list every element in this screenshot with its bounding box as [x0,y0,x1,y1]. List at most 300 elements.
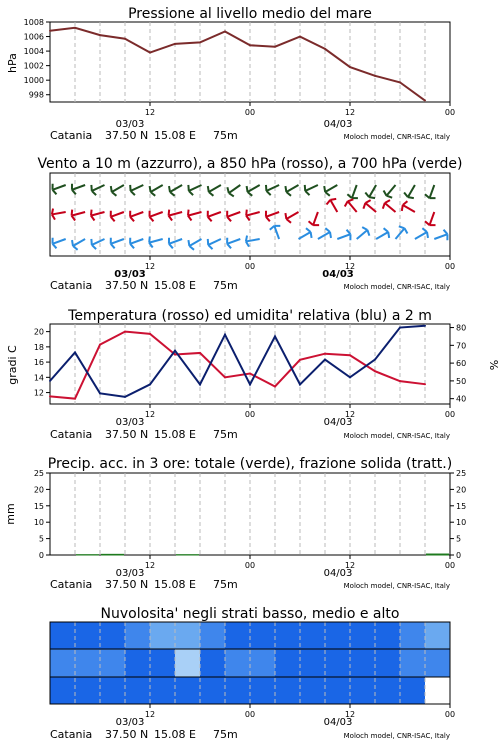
barb-feather [246,241,249,246]
precipitation-bar [426,554,449,556]
humidity-point [374,359,376,361]
x-tick-label: 00 [244,561,256,570]
cloud-cell-high [400,622,426,649]
pressure-point [399,81,401,83]
cloud-cell-low [300,677,326,704]
x-tick-label: 00 [444,410,456,419]
barb-feather [112,192,117,196]
humidity-point [424,325,426,327]
pressure-point [174,43,176,45]
temperature-date-2: 04/03 [323,417,353,428]
wind-barb-700hpa [227,185,240,196]
barb-shaft [150,212,163,217]
barb-feather [130,217,134,222]
footer-location: Catania [50,578,93,591]
barb-feather [306,228,311,232]
x-tick-label: 12 [144,108,156,117]
barb-shaft [229,185,240,193]
barb-feather [345,201,348,206]
barb-shaft [92,239,105,245]
cloud-cell-low [325,677,351,704]
x-tick-label: 12 [344,410,356,419]
barb-feather [246,210,247,216]
cloud-cell-mid [175,649,201,677]
barb-feather [425,194,430,198]
footer-location: Catania [50,279,93,292]
y-tick-label: 1002 [23,61,44,71]
cloud-cell-low [125,677,151,704]
humidity-point [299,383,301,385]
barb-feather [227,244,231,249]
y-tick-label: 10 [33,518,44,528]
barb-feather [309,221,314,225]
footer-elevation: 75m [213,428,238,441]
barb-shaft [430,185,435,198]
barb-feather [246,216,250,221]
barb-feather [362,227,367,230]
pressure-point [274,46,276,48]
wind-barb-700hpa [365,185,376,198]
cloud-cell-mid [250,649,276,677]
barb-shaft [53,185,66,190]
y-tick-label: 25 [456,469,467,478]
barb-shaft [169,239,182,244]
cloud-cell-low [200,677,226,704]
barb-feather [169,186,170,192]
footer-elevation: 75m [213,279,238,292]
wind-barb-700hpa [130,185,143,195]
wind-barb-700hpa [266,185,279,195]
wind-barb-700hpa [285,185,298,196]
footer-lat: 37.50 N [105,578,149,591]
wind-title: Vento a 10 m (azzurro), a 850 hPa (rosso), a 700 hPa (verde) [37,156,463,172]
wind-date-1: 03/03 [114,269,146,280]
barb-shaft [130,212,143,217]
pressure-point [299,36,301,38]
wind-barb-10m [357,227,370,239]
y-tick-label: 5 [456,534,462,544]
footer-lon: 15.08 E [154,428,196,441]
humidity-point [324,359,326,361]
wind-barb-10m [149,237,163,248]
temperature-point [399,380,401,382]
barb-feather [427,232,428,238]
barb-feather [91,216,95,221]
barb-shaft [318,232,330,239]
wind-date-2: 04/03 [322,269,354,280]
x-tick-label: 12 [144,262,156,271]
precipitation-plot-frame [50,473,450,555]
wind-barb-850hpa [309,212,320,225]
temperature-point [174,353,176,355]
barb-shaft [111,239,124,244]
footer-lon: 15.08 E [154,279,196,292]
barb-shaft [266,212,279,217]
wind-barb-10m [396,226,408,239]
wind-barb-850hpa [208,211,221,222]
x-tick-label: 00 [444,710,456,719]
wind-barb-10m [111,238,124,249]
y-tick-label: 16 [33,358,44,368]
barb-feather [72,240,73,246]
wind-barb-700hpa [169,185,182,196]
x-tick-label: 12 [144,410,156,419]
cloud-cell-low [375,677,401,704]
humidity-point [274,335,276,337]
barb-shaft [73,239,85,246]
wind-barb-850hpa [246,210,260,221]
cloud-cell-mid [400,649,426,677]
wind-barb-850hpa [188,210,202,221]
x-tick-label: 00 [244,108,256,117]
barb-shaft [348,201,357,212]
barb-shaft [72,212,86,216]
barb-shaft [337,234,350,239]
temperature-ylabel: gradi C [6,345,19,385]
barb-shaft [111,212,124,217]
x-tick-label: 00 [244,710,256,719]
cloud-cell-high [225,622,251,649]
x-tick-label: 12 [344,710,356,719]
y-tick-label: 20 [456,485,467,495]
barb-feather [72,210,73,216]
humidity-point [49,380,51,382]
barb-feather [408,197,414,198]
wind-panel [37,156,462,292]
temperature-plot-frame [50,324,450,404]
barb-feather [330,232,331,238]
x-tick-label: 12 [144,561,156,570]
barb-shaft [246,212,260,216]
x-tick-label: 00 [444,262,456,271]
barb-feather [111,217,115,222]
barb-shaft [248,185,260,192]
precipitation-ylabel: mm [4,503,17,525]
barb-shaft [52,212,66,214]
barb-shaft [208,212,221,217]
cloud-cell-high [275,622,301,649]
temperature-point [299,359,301,361]
footer-credit: Moloch model, CNR-ISAC, Italy [343,732,450,740]
barb-feather [384,190,387,195]
footer-location: Catania [50,728,93,741]
wind-barb-700hpa [208,185,221,196]
footer-elevation: 75m [213,578,238,591]
barb-shaft [266,185,279,191]
pressure-line [50,28,425,101]
barb-feather [286,192,291,196]
cloud-cell-high [350,622,376,649]
barb-feather [149,237,150,243]
temperature-point [124,331,126,333]
wind-barb-850hpa [327,199,338,212]
y-tick-label: 40 [456,394,467,404]
barb-feather [385,200,390,203]
temperature-point [249,373,251,375]
temperature-point [374,370,376,372]
cloud-cell-high [425,622,451,649]
pressure-point [74,27,76,29]
barb-feather [52,214,55,219]
cloud-cell-mid [350,649,376,677]
wind-barb-700hpa [91,185,104,195]
precipitation-date-2: 04/03 [323,568,353,579]
barb-feather [266,191,270,195]
footer-elevation: 75m [213,129,238,142]
pressure-point [324,48,326,50]
barb-shaft [352,185,357,198]
barb-feather [365,192,369,197]
barb-feather [327,200,331,205]
precipitation-panel [4,456,466,591]
barb-shaft [376,232,388,239]
barb-feather [388,232,389,238]
wind-barb-700hpa [111,185,124,196]
temperature-date-1: 03/03 [115,417,145,428]
temperature-point [99,344,101,346]
wind-barb-850hpa [363,200,376,212]
cloud-cell-high [150,622,176,649]
humidity-point [249,383,251,385]
pressure-point [99,34,101,36]
barb-shaft [299,232,311,239]
footer-lon: 15.08 E [154,728,196,741]
wind-barb-850hpa [111,211,124,222]
cloud-cell-mid [325,649,351,677]
humidity-point [349,376,351,378]
temperature-title: Temperatura (rosso) ed umidita' relativa (blu) a 2 m [68,308,432,324]
x-tick-label: 12 [344,262,356,271]
barb-shaft [365,203,376,212]
y-tick-label: 18 [33,342,44,352]
cloud-cell-mid [200,649,226,677]
footer-elevation: 75m [213,728,238,741]
footer-lat: 37.50 N [105,279,149,292]
pressure-title: Pressione al livello medio del mare [128,6,372,22]
humidity-point [199,383,201,385]
barb-shaft [246,239,260,241]
humidity-point [149,383,151,385]
cloud-cell-low [50,677,76,704]
wind-barb-850hpa [130,211,143,222]
barb-shaft [130,239,143,244]
footer-credit: Moloch model, CNR-ISAC, Italy [343,582,450,590]
barb-feather [365,200,370,203]
cloud-cell-low [425,677,451,704]
y-tick-label: 70 [456,341,467,351]
x-tick-label: 00 [244,262,256,271]
barb-shaft [91,212,105,216]
humidity-line [50,326,425,397]
cloud-cell-low [150,677,176,704]
barb-feather [246,236,247,242]
wind-barb-850hpa [150,211,163,222]
cloud-cell-mid [300,649,326,677]
barb-shaft [387,185,396,196]
cloud-cell-mid [225,649,251,677]
x-tick-label: 00 [444,108,456,117]
wind-barb-700hpa [247,185,260,196]
barb-shaft [72,185,85,190]
barb-feather [285,213,286,219]
wind-barb-700hpa [384,185,396,198]
wind-barb-850hpa [91,210,105,221]
wind-barb-850hpa [345,199,357,212]
barb-shaft [227,239,240,244]
barb-feather [53,190,57,195]
barb-feather [369,197,375,198]
temperature-panel [6,308,500,441]
wind-footer [50,279,450,292]
x-tick-label: 00 [444,561,456,570]
wind-barb-700hpa [305,185,318,195]
pressure-date-2: 04/03 [323,119,353,130]
wind-barb-850hpa [402,201,415,212]
y-tick-label: 20 [33,485,44,495]
wind-barb-10m [169,238,182,249]
y-tick-label: 14 [33,373,44,383]
humidity-point [74,351,76,353]
barb-shaft [403,205,415,212]
barb-shaft [286,185,298,192]
barb-feather [311,232,312,238]
cloud-cell-high [50,622,76,649]
barb-shaft [330,200,337,212]
y-tick-label: 50 [456,376,467,386]
footer-lat: 37.50 N [105,728,149,741]
cloud-cell-high [100,622,126,649]
y-tick-label: 25 [33,469,44,478]
barb-shaft [112,185,124,192]
wind-barb-700hpa [425,185,436,198]
wind-barb-10m [434,230,447,241]
humidity-ylabel: % [487,359,500,371]
cloud-cell-low [100,677,126,704]
barb-feather [170,192,175,196]
wind-barb-700hpa [324,185,337,196]
barb-feather [151,192,156,196]
cloud-cell-high [175,622,201,649]
temperature-footer [50,428,450,441]
y-tick-label: 1004 [23,47,44,57]
cloud-cell-high [75,622,101,649]
y-tick-label: 10 [456,518,467,528]
pressure-date-1: 03/03 [115,119,145,130]
barb-feather [169,210,170,216]
wind-barb-700hpa [150,185,163,196]
temperature-point [274,385,276,387]
barb-feather [403,201,408,205]
barb-feather [227,217,231,222]
humidity-point [99,392,101,394]
cloud-cell-low [75,677,101,704]
barb-feather [330,199,336,200]
wind-barb-850hpa [227,211,240,222]
barb-shaft [149,239,163,243]
wind-barb-700hpa [404,185,415,198]
wind-barb-850hpa [285,212,298,223]
barb-feather [169,216,173,221]
barb-feather [402,205,403,211]
barb-feather [91,210,92,216]
cloud-cell-mid [150,649,176,677]
barb-feather [52,209,53,215]
cloud-cell-low [225,677,251,704]
barb-feather [208,245,212,249]
cloud-cell-high [250,622,276,649]
temperature-point [199,352,201,354]
wind-barb-700hpa [72,184,85,195]
barb-feather [227,187,228,193]
temperature-point [149,333,151,335]
wind-barb-850hpa [266,211,279,222]
barb-feather [111,244,115,249]
wind-barb-10m [318,228,331,239]
precipitation-bar [76,554,99,555]
barb-feather [444,230,448,235]
barb-shaft [53,239,66,244]
pressure-point [424,100,426,102]
barb-feather [150,186,151,192]
cloud-cell-low [250,677,276,704]
pressure-footer [50,129,450,142]
barb-feather [266,217,270,222]
wind-barb-10m [415,228,428,239]
barb-feather [131,191,135,195]
y-tick-label: 0 [456,551,462,560]
barb-shaft [170,185,182,192]
barb-shaft [209,185,221,192]
barb-feather [325,192,330,196]
wind-barb-10m [91,239,104,249]
x-tick-label: 12 [344,108,356,117]
humidity-point [124,396,126,398]
cloud-cell-mid [100,649,126,677]
footer-lon: 15.08 E [154,129,196,142]
footer-location: Catania [50,428,93,441]
precipitation-bar [101,554,124,556]
barb-feather [324,186,325,192]
precipitation-date-1: 03/03 [115,568,145,579]
x-tick-label: 12 [344,561,356,570]
y-tick-label: 998 [28,90,44,100]
humidity-point [224,334,226,336]
footer-lat: 37.50 N [105,129,149,142]
pressure-point [199,41,201,43]
barb-feather [229,193,234,196]
barb-feather [383,203,385,209]
barb-feather [208,217,212,222]
barb-feather [286,219,291,223]
y-tick-label: 15 [456,501,467,511]
barb-feather [209,192,214,196]
pressure-point [374,75,376,77]
pressure-point [224,30,226,32]
cloud-cell-high [325,622,351,649]
y-tick-label: 1006 [23,32,44,42]
wind-barb-10m [53,238,66,249]
wind-barb-850hpa [72,210,86,221]
barb-feather [399,226,405,228]
temperature-point [224,376,226,378]
barb-feather [325,228,330,232]
barb-feather [247,186,248,192]
barb-shaft [325,185,337,192]
cloud-cell-mid [375,649,401,677]
wind-barb-10m [130,238,143,249]
wind-barb-850hpa [425,212,436,225]
cloud-cell-low [175,677,201,704]
